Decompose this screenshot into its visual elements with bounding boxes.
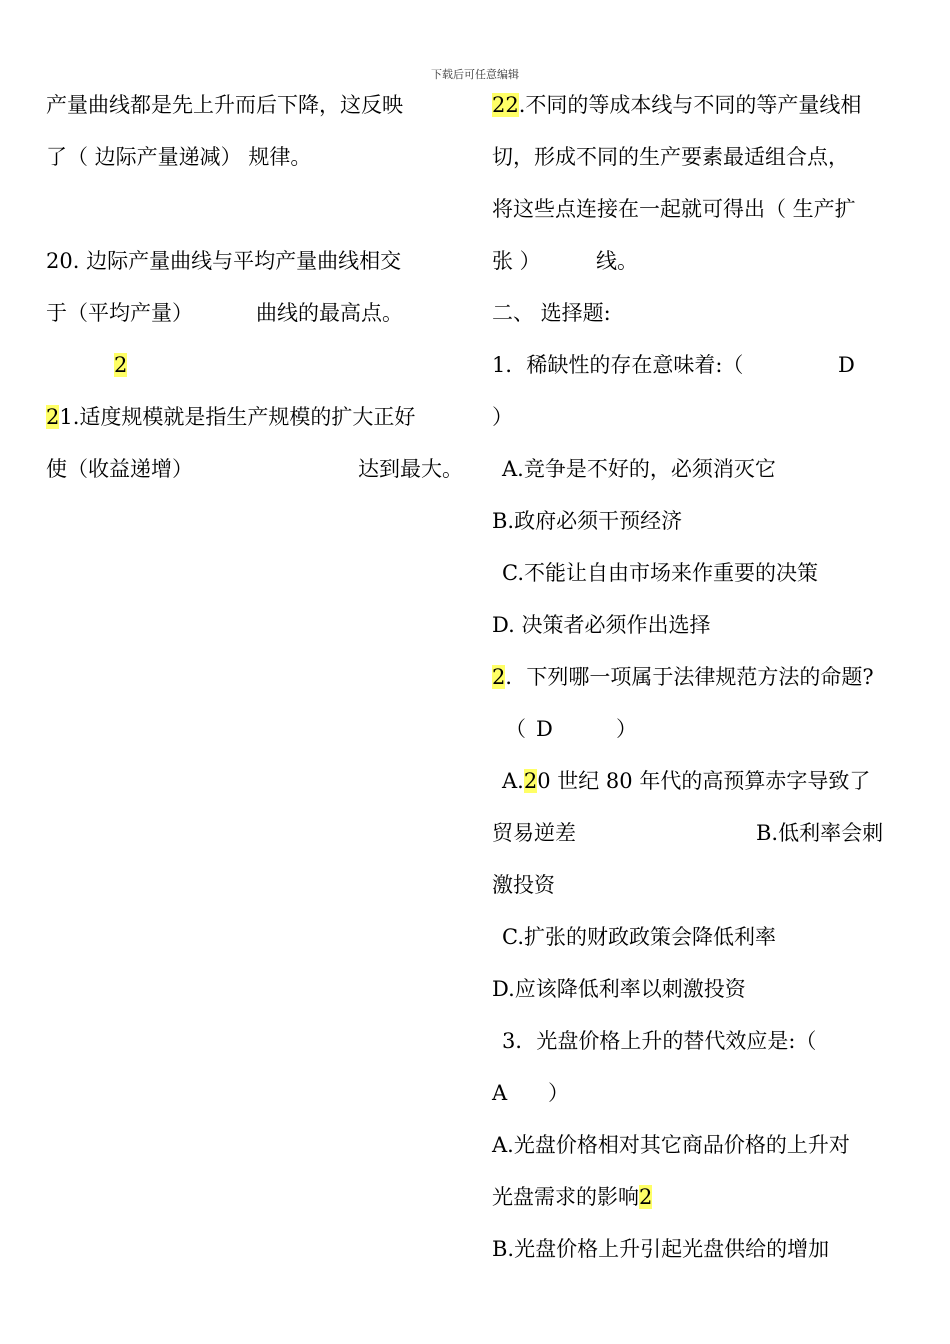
mc-2-option-b: B.低利率会刺 xyxy=(756,821,884,845)
mc-1-stem: 1．稀缺性的存在意味着:（ xyxy=(492,353,744,377)
mc-2-option-a-cont: 贸易逆差 xyxy=(492,821,576,845)
mc-2-stem-text: ．下列哪一项属于法律规范方法的命题? xyxy=(505,665,874,689)
mc-2-option-b-cont: 激投资 xyxy=(492,873,555,897)
question-21-line-2b: 达到最大。 xyxy=(358,457,463,481)
option-label: A. xyxy=(502,769,524,793)
mc-1-option-a: A.竞争是不好的，必须消灭它 xyxy=(502,457,776,481)
mc-3-option-a-cont xyxy=(492,1184,652,1210)
question-20-line-2a: 于（平均产量） xyxy=(46,301,193,325)
mc-1-close: ） xyxy=(492,405,513,429)
highlight: 2 xyxy=(114,353,128,377)
question-21-text: 1.适度规模就是指生产规模的扩大正好 xyxy=(59,405,416,429)
mc-2-stem xyxy=(492,664,874,690)
mc-3-option-b: B.光盘价格上升引起光盘供给的增加 xyxy=(492,1237,830,1261)
mc-3-option-a-cont-text: 光盘需求的影响 xyxy=(492,1185,639,1209)
mc-2-option-c: C.扩张的财政政策会降低利率 xyxy=(502,925,776,949)
highlight: 22 xyxy=(492,93,519,117)
question-22-line-3: 将这些点连接在一起就可得出（ 生产扩 xyxy=(492,197,856,221)
mc-1-option-c: C.不能让自由市场来作重要的决策 xyxy=(502,561,818,585)
question-20-line-2b: 曲线的最高点。 xyxy=(256,301,403,325)
mc-2-option-a-text: 0 世纪 80 年代的高预算赤字导致了 xyxy=(537,769,871,793)
mc-1-option-d: D. 决策者必须作出选择 xyxy=(492,613,711,637)
mc-2-open: （ xyxy=(505,717,526,741)
question-20-line-1: 20. 边际产量曲线与平均产量曲线相交 xyxy=(46,249,402,273)
mc-2-answer: D xyxy=(536,717,553,741)
mc-2-option-d: D.应该降低利率以刺激投资 xyxy=(492,977,746,1001)
question-22-line-2: 切，形成不同的生产要素最适组合点， xyxy=(492,145,849,169)
highlight: 2 xyxy=(492,665,506,689)
question-22-text: .不同的等成本线与不同的等产量线相 xyxy=(518,93,862,117)
mc-1-answer: D xyxy=(838,353,855,377)
mc-1-option-b: B.政府必须干预经济 xyxy=(492,509,683,533)
question-22-line-4b: 线。 xyxy=(596,249,638,273)
highlight: 2 xyxy=(46,405,60,429)
mc-2-option-a xyxy=(502,768,870,794)
mc-2-close: ） xyxy=(616,717,637,741)
section-heading: 二、 选择题: xyxy=(492,301,611,325)
highlight: 2 xyxy=(639,1185,653,1209)
left-line-2: 了（ 边际产量递减） 规律。 xyxy=(46,145,312,169)
question-21-line-2a: 使（收益递增） xyxy=(46,457,193,481)
mc-3-close: ） xyxy=(548,1081,569,1105)
question-21-line-1 xyxy=(46,404,415,430)
mc-3-option-a: A.光盘价格相对其它商品价格的上升对 xyxy=(492,1133,850,1157)
stray-mark xyxy=(114,352,127,378)
question-22-line-4a: 张 ） xyxy=(492,249,541,273)
mc-3-answer: A xyxy=(492,1081,508,1105)
mc-3-stem: 3．光盘价格上升的替代效应是:（ xyxy=(502,1029,817,1053)
highlight: 2 xyxy=(523,769,538,793)
page-header: 下载后可任意编辑 xyxy=(431,68,519,81)
question-22-line-1 xyxy=(492,92,861,118)
left-line-1: 产量曲线都是先上升而后下降，这反映 xyxy=(46,93,403,117)
